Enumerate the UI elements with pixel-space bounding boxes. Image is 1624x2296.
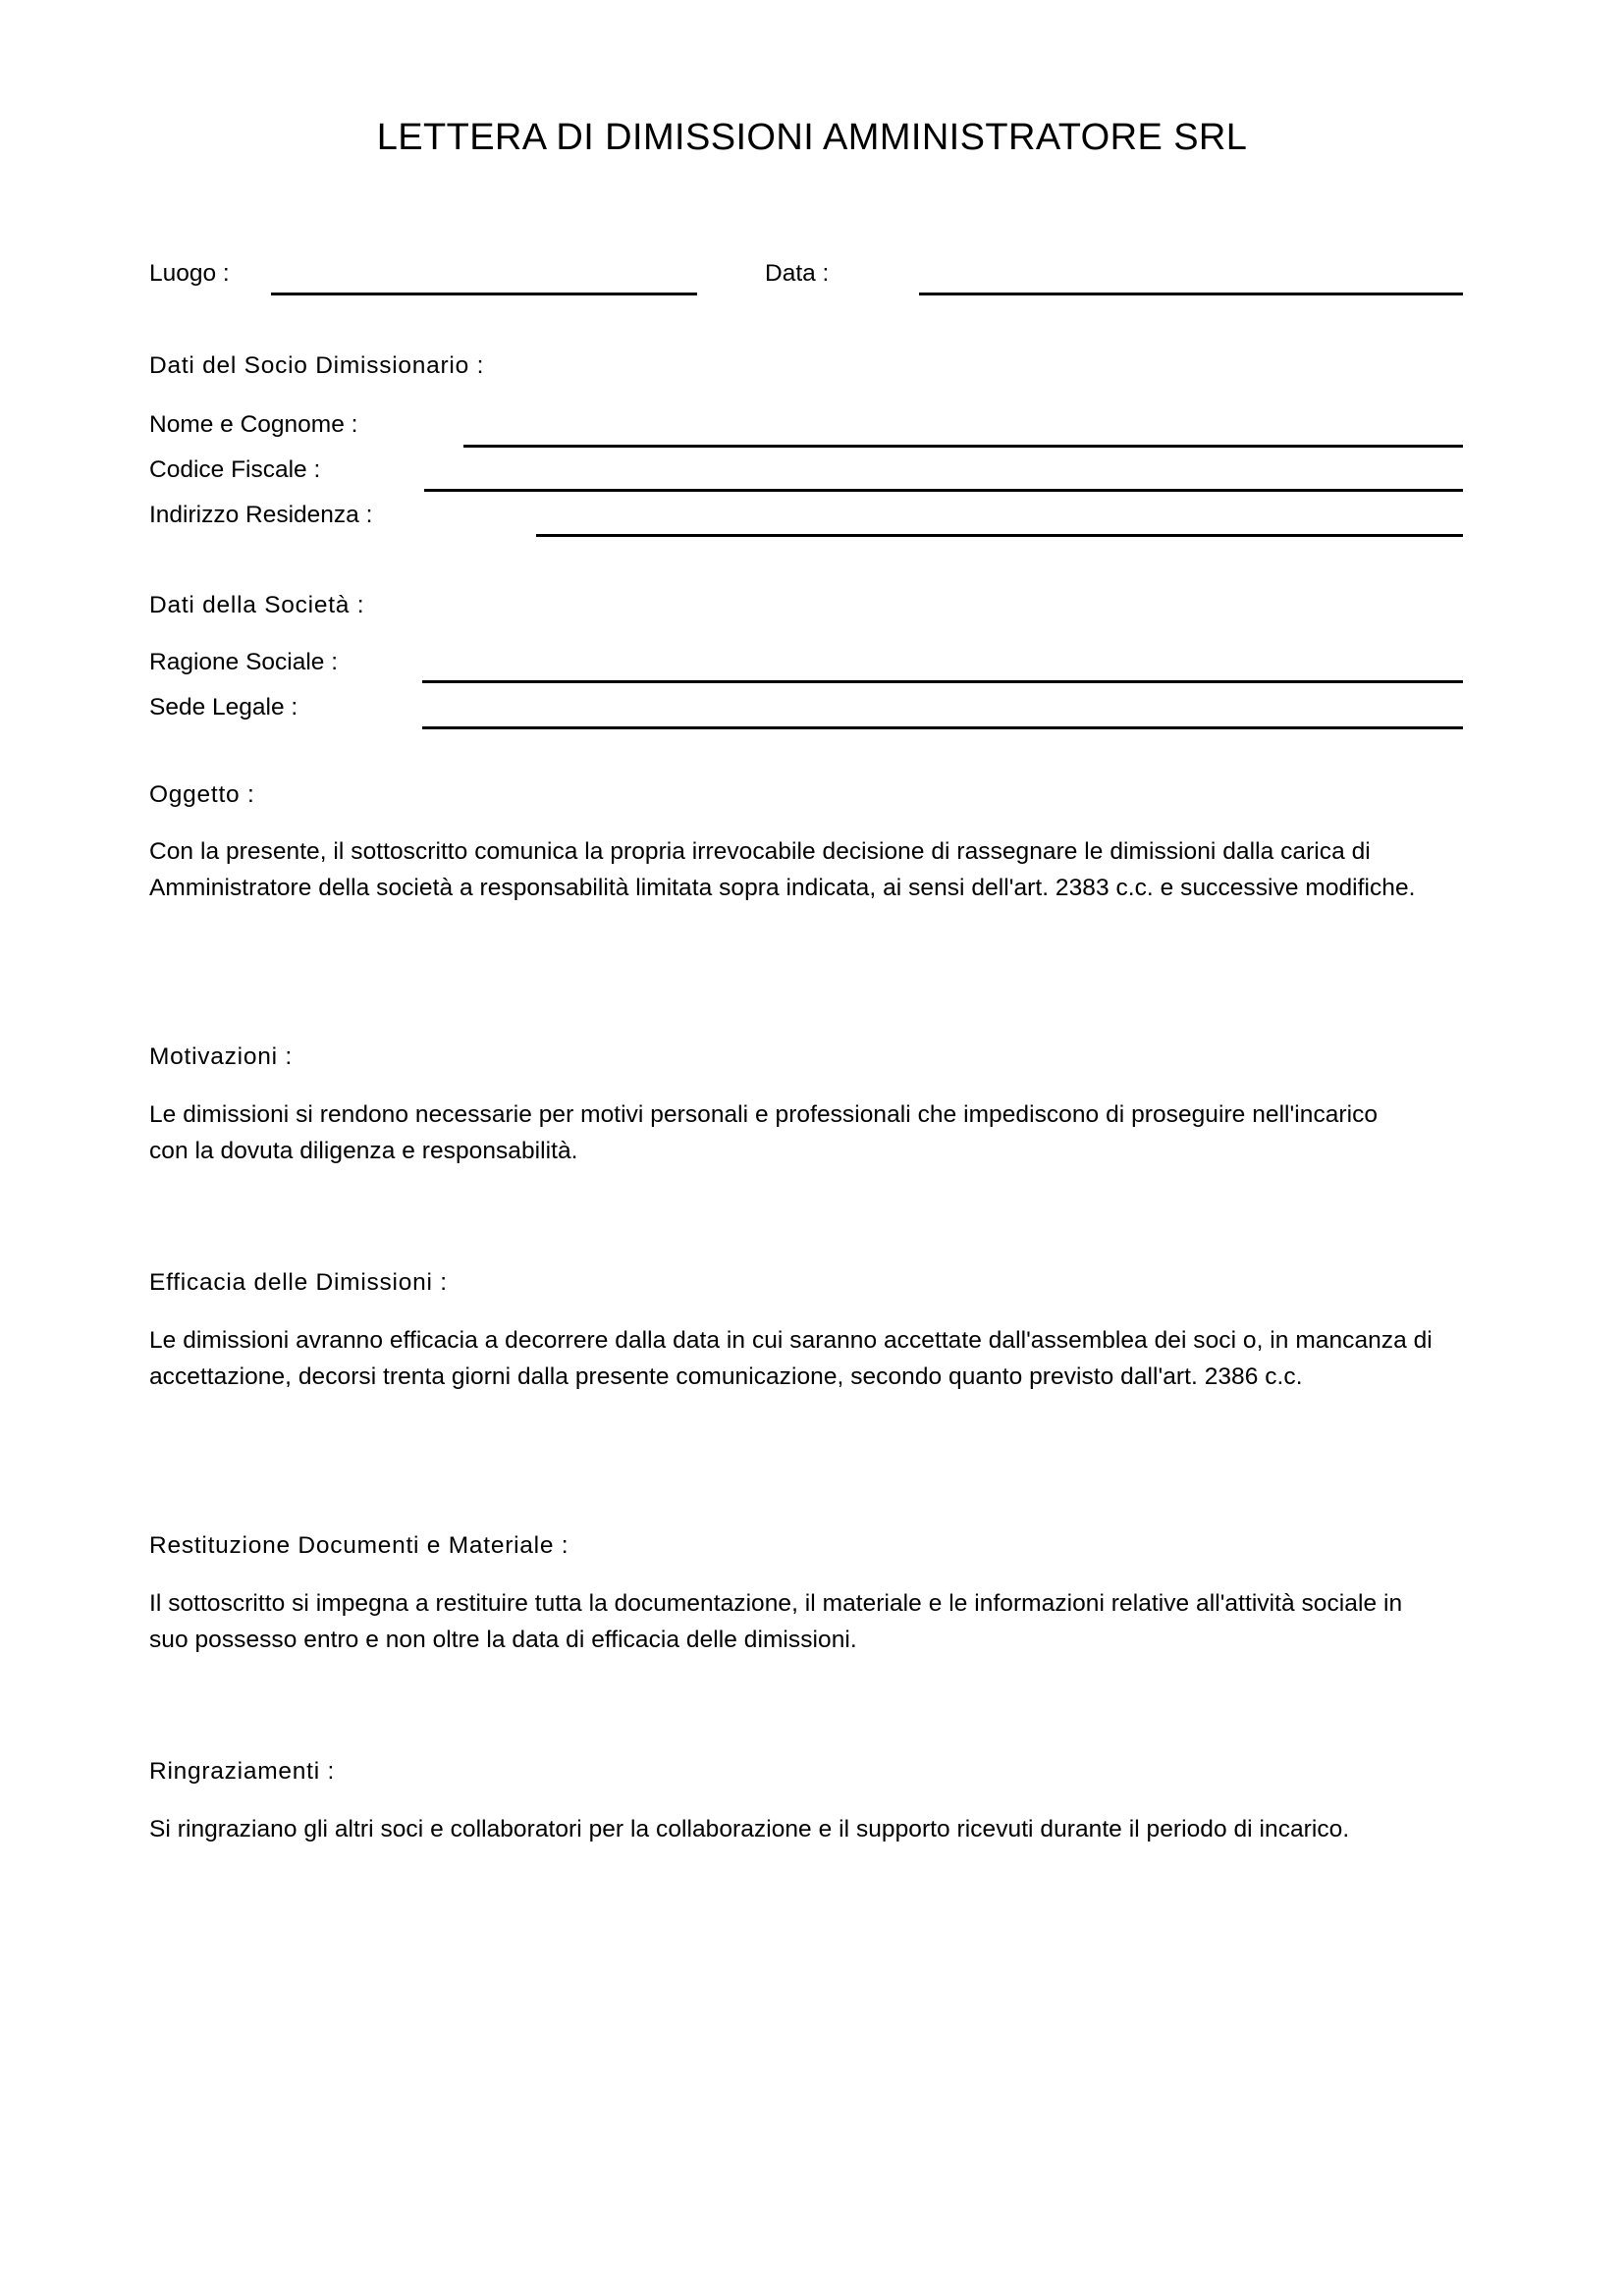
- section-heading-motivazioni: Motivazioni :: [149, 1043, 293, 1070]
- section-text-efficacia: Le dimissioni avranno efficacia a decorrere dalla data in cui saranno accettate dall'assemblea dei soci o, in mancanza di accettazione, decorsi trenta giorni dalla presente comunicazione, secondo quanto previsto dall'art. 2386 c.c.: [149, 1327, 1433, 1390]
- section-text-ringraziamenti: Si ringraziano gli altri soci e collaboratori per la collaborazione e il supporto ricevuti durante il periodo di incarico.: [149, 1816, 1350, 1842]
- section-heading-efficacia: Efficacia delle Dimissioni :: [149, 1269, 448, 1296]
- company-field-label-sede-legale: Sede Legale :: [149, 694, 298, 721]
- date-label: Data :: [765, 260, 830, 287]
- company-field-label-ragione-sociale: Ragione Sociale :: [149, 649, 339, 675]
- member-field-label-nome: Nome e Cognome :: [149, 411, 358, 438]
- date-input-rule[interactable]: [919, 293, 1463, 295]
- page-title: LETTERA DI DIMISSIONI AMMINISTRATORE SRL: [376, 117, 1248, 158]
- member-field-label-codice-fiscale: Codice Fiscale :: [149, 456, 321, 483]
- place-input-rule[interactable]: [271, 293, 697, 295]
- company-field-rule-ragione-sociale[interactable]: [422, 680, 1463, 683]
- member-field-label-indirizzo: Indirizzo Residenza :: [149, 502, 373, 528]
- member-field-rule-nome[interactable]: [463, 445, 1463, 448]
- section-text-motivazioni: Le dimissioni si rendono necessarie per motivi personali e professionali che impediscono di proseguire nell'incarico con la dovuta diligenza e responsabilità.: [149, 1101, 1379, 1164]
- section-text-restituzione: Il sottoscritto si impegna a restituire tutta la documentazione, il materiale e le informazioni relative all'attività sociale in suo possesso entro e non oltre la data di efficacia delle dimissioni.: [149, 1590, 1403, 1653]
- member-section-heading: Dati del Socio Dimissionario :: [149, 352, 485, 379]
- section-heading-ringraziamenti: Ringraziamenti :: [149, 1758, 336, 1785]
- section-heading-oggetto: Oggetto :: [149, 781, 255, 808]
- member-field-rule-codice-fiscale[interactable]: [424, 489, 1463, 492]
- company-field-rule-sede-legale[interactable]: [422, 726, 1463, 729]
- company-section-heading: Dati della Società :: [149, 592, 365, 618]
- member-field-rule-indirizzo[interactable]: [536, 534, 1463, 537]
- section-heading-restituzione: Restituzione Documenti e Materiale :: [149, 1532, 569, 1559]
- section-text-oggetto: Con la presente, il sottoscritto comunica la propria irrevocabile decisione di rassegnare le dimissioni dalla carica di Amministratore della società a responsabilità limitata sopra indicata, ai sensi dell'art. 2383 c.c. e successive modifiche.: [149, 838, 1416, 901]
- place-label: Luogo :: [149, 260, 230, 287]
